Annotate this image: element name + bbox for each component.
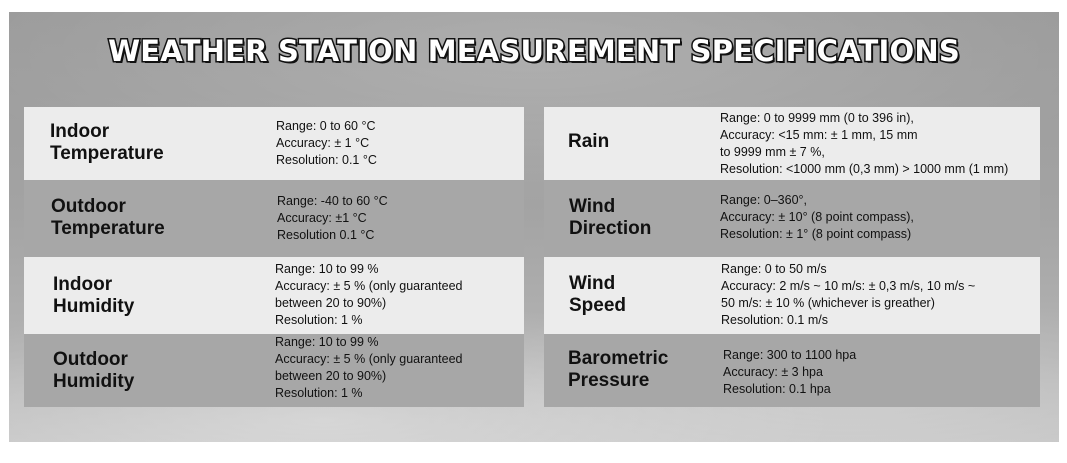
spec-row-outdoor-temperature xyxy=(24,180,524,257)
spec-details: Range: 0 to 60 °C Accuracy: ± 1 °C Resolution: 0.1 °C xyxy=(276,119,377,167)
right-spec-column xyxy=(544,107,1040,407)
spec-details: Range: -40 to 60 °C Accuracy: ±1 °C Resolution 0.1 °C xyxy=(277,194,388,242)
spec-details: Range: 0 to 50 m/s Accuracy: 2 m/s ~ 10 m/s: ± 0,3 m/s, 10 m/s ~ 50 m/s: ± 10 % (whichever is greather) Resolution: 0.1 m/s xyxy=(721,262,976,327)
spec-row-indoor-humidity xyxy=(24,257,524,334)
spec-details: Range: 10 to 99 % Accuracy: ± 5 % (only guaranteed between 20 to 90%) Resolution: 1 % xyxy=(275,335,463,400)
spec-details: Range: 300 to 1100 hpa Accuracy: ± 3 hpa Resolution: 0.1 hpa xyxy=(723,348,857,396)
spec-row-rain xyxy=(544,107,1040,180)
spec-details: Range: 10 to 99 % Accuracy: ± 5 % (only guaranteed between 20 to 90%) Resolution: 1 % xyxy=(275,262,463,327)
spec-label: Barometric Pressure xyxy=(568,348,669,391)
spec-label: Outdoor Humidity xyxy=(53,349,135,392)
spec-details: Range: 0 to 9999 mm (0 to 396 in), Accuracy: <15 mm: ± 1 mm, 15 mm to 9999 mm ± 7 %, Resolution: <1000 mm (0,3 mm) > 1000 mm (1 mm) xyxy=(720,111,1009,176)
spec-panel xyxy=(9,12,1059,442)
spec-label: Indoor Temperature xyxy=(50,121,164,164)
spec-row-indoor-temperature xyxy=(24,107,524,180)
spec-label: Wind Direction xyxy=(569,196,652,239)
spec-row-wind-speed xyxy=(544,257,1040,334)
spec-label: Wind Speed xyxy=(569,273,627,316)
spec-row-wind-direction xyxy=(544,180,1040,257)
spec-label: Rain xyxy=(568,131,610,152)
spec-row-outdoor-humidity xyxy=(24,334,524,407)
spec-row-barometric-pressure xyxy=(544,334,1040,407)
page-title: WEATHER STATION MEASUREMENT SPECIFICATIONS xyxy=(108,34,960,68)
spec-label: Indoor Humidity xyxy=(53,274,135,317)
spec-label: Outdoor Temperature xyxy=(51,196,165,239)
spec-details: Range: 0–360°, Accuracy: ± 10° (8 point compass), Resolution: ± 1° (8 point compass) xyxy=(720,193,914,241)
left-spec-column xyxy=(24,107,524,407)
